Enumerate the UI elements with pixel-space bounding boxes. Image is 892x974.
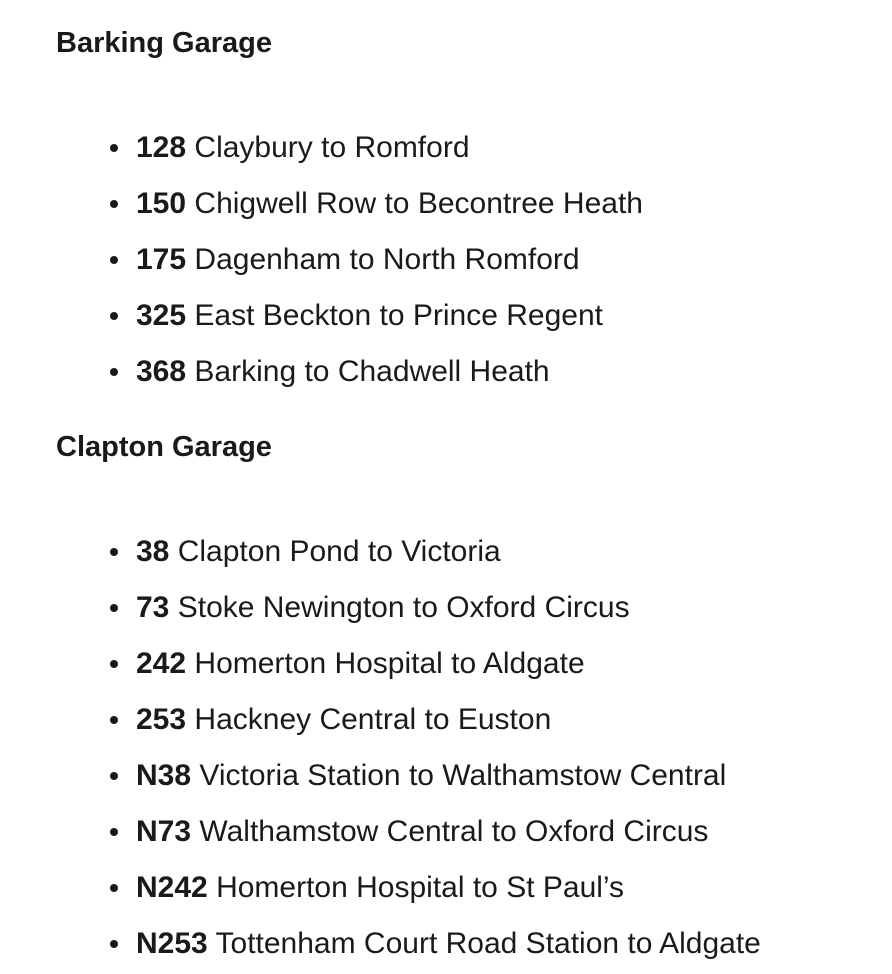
route-item [56,176,643,232]
route-item [56,524,761,580]
route-list [56,524,761,972]
route-item [56,580,761,636]
route-number: 128 [136,131,187,164]
route-item [56,692,761,748]
route-number: 242 [136,647,187,680]
route-item [56,344,643,400]
bullet-icon [110,604,118,612]
bullet-icon [110,772,118,780]
route-description: Homerton Hospital to Aldgate [194,647,585,680]
route-number: 325 [136,299,187,332]
bullet-icon [110,256,118,264]
bullet-icon [110,200,118,208]
route-number: N38 [136,759,192,792]
route-description: Stoke Newington to Oxford Circus [177,591,630,624]
garage-heading: Clapton Garage [56,431,272,463]
route-item [56,804,761,860]
bullet-icon [110,828,118,836]
route-description: Victoria Station to Walthamstow Central [199,759,727,792]
route-item [56,288,643,344]
route-description: Tottenham Court Road Station to Aldgate [215,927,761,960]
route-number: 73 [136,591,170,624]
route-description: Chigwell Row to Becontree Heath [194,187,643,220]
route-description: Barking to Chadwell Heath [194,355,550,388]
route-item [56,860,761,916]
route-description: East Beckton to Prince Regent [194,299,603,332]
route-number: N73 [136,815,192,848]
route-description: Clapton Pond to Victoria [177,535,501,568]
route-item [56,916,761,972]
route-number: 175 [136,243,187,276]
bullet-icon [110,548,118,556]
bullet-icon [110,660,118,668]
garage-heading: Barking Garage [56,27,272,59]
route-description: Hackney Central to Euston [194,703,552,736]
route-number: N242 [136,871,208,904]
route-item [56,748,761,804]
route-number: 368 [136,355,187,388]
bullet-icon [110,312,118,320]
route-number: N253 [136,927,208,960]
route-item [56,120,643,176]
garage-section-clapton [56,430,761,972]
garage-section-barking [56,26,643,400]
route-item [56,232,643,288]
route-description: Dagenham to North Romford [194,243,580,276]
route-description: Homerton Hospital to St Paul’s [216,871,625,904]
route-number: 150 [136,187,187,220]
route-number: 38 [136,535,170,568]
bullet-icon [110,940,118,948]
route-description: Claybury to Romford [194,131,470,164]
route-item [56,636,761,692]
bullet-icon [110,144,118,152]
route-description: Walthamstow Central to Oxford Circus [199,815,709,848]
route-list [56,120,643,400]
bullet-icon [110,716,118,724]
bullet-icon [110,884,118,892]
bullet-icon [110,368,118,376]
route-number: 253 [136,703,187,736]
